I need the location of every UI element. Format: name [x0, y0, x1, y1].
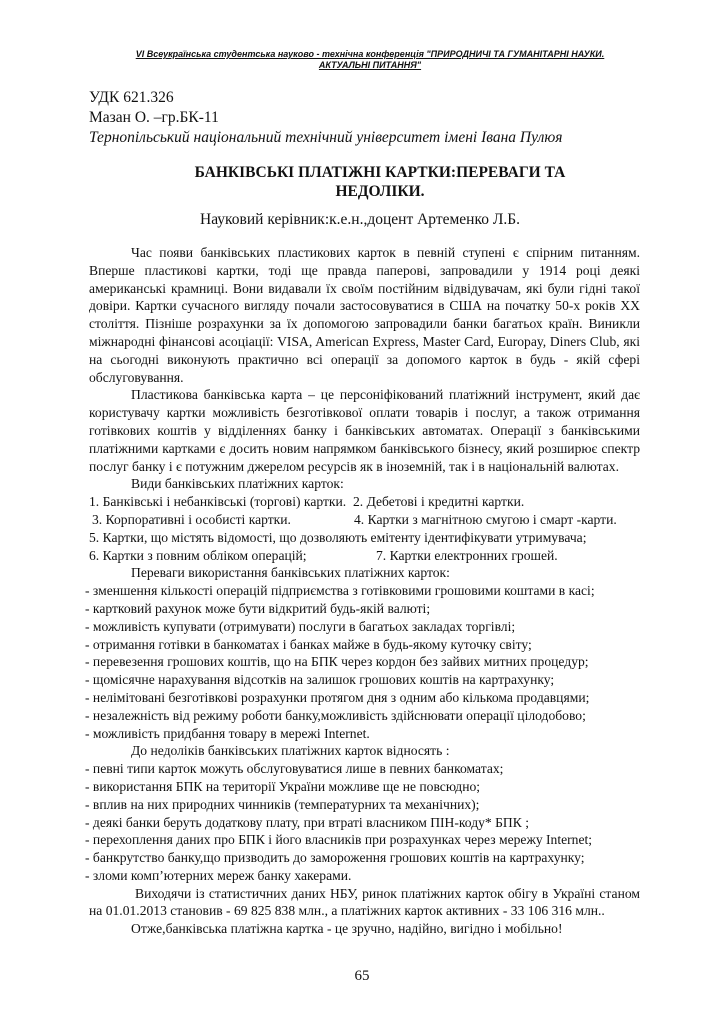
paragraph-history: Час появи банківських пластикових карток в певній ступені є спірним питанням. Вперше пластикові картки, тоді ще правда паперові, запровадили у 1914 році деякі американські крамниці. Вони видавали їх своїм постійним відвідувачам, які були гідні такої довіри. Картки сучасного вигляду почали застосовуватися в США на початку 50-х років XX століття. Пізніше розрахунки за їх допомогою запровадили банки багатьох країн. Виникли міжнародні фінансові асоціації: VISA, American Express, Master Card, Europay, Diners Club, які на сьогодні виконують практично всі операції за допомого карток в будь - якій сфері обслуговування. — [89, 245, 640, 385]
card-kind-4: 4. Картки з магнітною смугою і смарт -карти. — [354, 511, 617, 527]
list-item: - вплив на них природних чинників (температурних та механічних); — [85, 796, 480, 812]
list-item: - картковий рахунок може бути відкритий будь-якій валюті; — [85, 600, 431, 616]
card-kind-2: 2. Дебетові і кредитні картки. — [352, 494, 525, 510]
list-item: - зменшення кількості операцій підприємства з готівковими грошовими коштами в касі; — [85, 583, 595, 599]
list-item: - певні типи карток можуть обслуговуватися лише в певних банкоматах; — [85, 761, 504, 777]
disadvantages-list — [85, 760, 640, 885]
title-line2: НЕДОЛІКИ. — [335, 183, 425, 200]
list-item: - перехоплення даних про БПК і його власників при розрахунках через мережу Internet; — [85, 832, 593, 848]
list-item: - використання БПК на території України можливе ще не повсюдно; — [85, 778, 481, 794]
list-item: - перевезення грошових коштів, що на БПК через кордон без зайвих митних процедур; — [85, 654, 589, 670]
article-meta — [89, 88, 562, 148]
card-kind-7: 7. Картки електронних грошей. — [376, 547, 558, 563]
list-item: - деякі банки беруть додаткову плату, при втраті власником ПІН-коду* БПК ; — [85, 814, 529, 830]
advantages-heading: Переваги використання банківських платіжних карток: — [131, 565, 450, 581]
list-item: - банкрутство банку,що призводить до замороження грошових коштів на картрахунку; — [85, 850, 585, 866]
advantages-list — [85, 582, 640, 742]
udk-code: УДК 621.326 — [89, 89, 174, 106]
list-item: - отримання готівки в банкоматах і банках майже в будь-якому куточку світу; — [85, 636, 532, 652]
paragraph-statistics: Виходячи із статистичних даних НБУ, ринок платіжних карток обігу в Україні станом на 01.01.2013 становив - 69 825 838 млн., а платіжних карток активних - 33 106 316 млн.. — [89, 885, 640, 919]
article-title — [150, 163, 610, 201]
list-item: - можливість придбання товару в мережі Internet. — [85, 725, 370, 741]
affiliation: Тернопільський національний технічний університет імені Івана Пулюя — [89, 129, 563, 146]
list-item: - нелімітовані безготівкові розрахунки протягом дня з одним або кількома продавцями; — [85, 689, 590, 705]
author-name: Мазан О. –гр.БК-11 — [89, 109, 219, 126]
paragraph-conclusion: Отже,банківська платіжна картка - це зручно, надійно, вигідно і мобільно! — [131, 921, 563, 937]
kinds-heading: Види банківських платіжних карток: — [131, 476, 344, 492]
paragraph-definition: Пластикова банківська карта – це персоніфікований платіжний інструмент, який дає користувачу картки можливість безготівкової оплати товарів і послуг, а також отримання готівкових коштів у відділеннях банку і банківських автоматах. Операції з банківськими платіжними картками є досить новим напрямком банківського бізнесу, який розширює спектр послуг банку і є потужним джерелом ресурсів як в іноземній, так і в національній валютах. — [89, 387, 640, 474]
list-item: - зломи комп’ютерних мереж банку хакерами. — [85, 867, 352, 883]
page-number: 65 — [354, 968, 370, 984]
card-kind-1: 1. Банківські і небанківські (торгові) картки. — [89, 494, 347, 510]
article-body — [85, 244, 640, 938]
supervisor: Науковий керівник:к.е.н.,доцент Артеменко Л.Б. — [200, 211, 521, 228]
list-item: - незалежність від режиму роботи банку,можливість здійснювати операції цілодобово; — [85, 707, 586, 723]
conference-header-line2: АКТУАЛЬНІ ПИТАННЯ" — [318, 60, 422, 70]
card-kind-5: 5. Картки, що містять відомості, що дозволяють емітенту ідентифікувати утримувача; — [89, 529, 587, 545]
card-kinds-list — [89, 493, 640, 564]
title-line1: БАНКІВСЬКІ ПЛАТІЖНІ КАРТКИ:ПЕРЕВАГИ ТА — [194, 164, 566, 181]
disadvantages-heading: До недоліків банківських платіжних карток відносять : — [131, 743, 450, 759]
card-kind-6: 6. Картки з повним обліком операцій; — [89, 547, 307, 563]
conference-header — [90, 49, 650, 71]
list-item: - щомісячне нарахування відсотків на залишок грошових коштів на картрахунку; — [85, 672, 555, 688]
conference-header-line1: VI Всеукраїнська студентська науково - технічна конференція "ПРИРОДНИЧІ ТА ГУМАНІТАРНІ НАУКИ. — [135, 49, 605, 59]
card-kind-3: 3. Корпоративні і особисті картки. — [92, 511, 291, 527]
list-item: - можливість купувати (отримувати) послуги в багатьох закладах торгівлі; — [85, 618, 516, 634]
